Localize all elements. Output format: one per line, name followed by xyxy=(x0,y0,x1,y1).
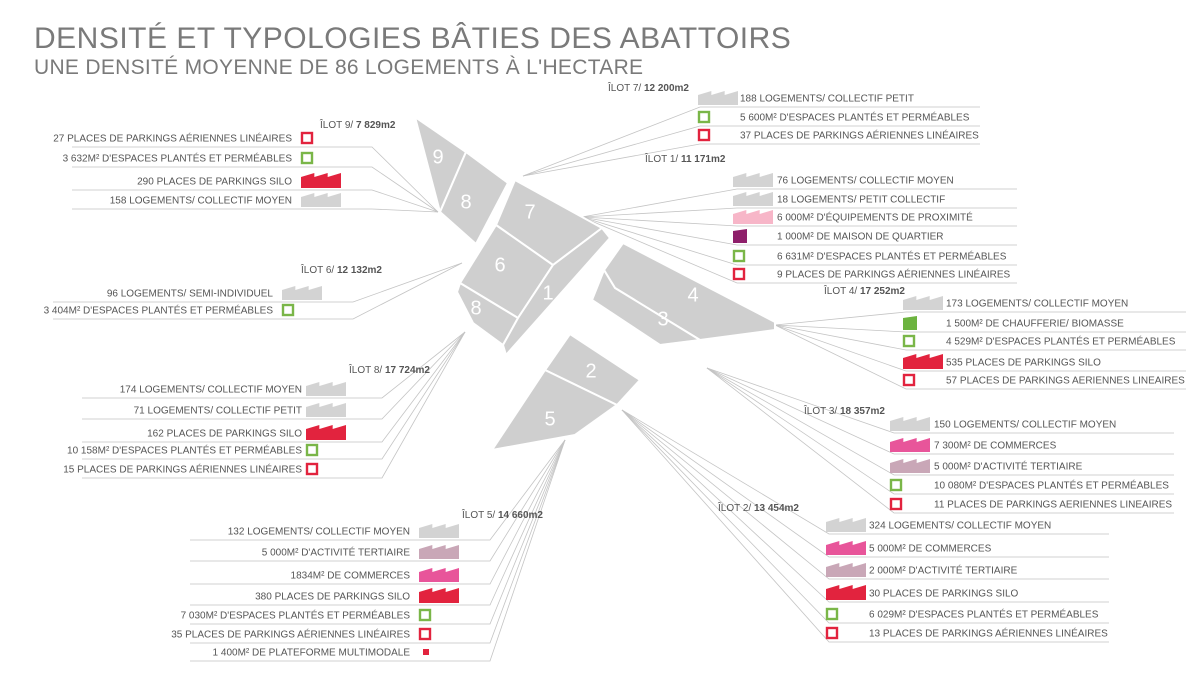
plot-number: 8 xyxy=(460,191,472,214)
green-square-icon xyxy=(283,305,293,315)
plot-number: 2 xyxy=(585,360,597,383)
ilot-heading xyxy=(803,404,885,417)
red-square-icon xyxy=(891,499,901,509)
ilot-heading xyxy=(300,263,382,276)
equipment-icon xyxy=(733,210,773,224)
ilot-name: ÎLOT 9/ xyxy=(320,120,356,131)
ilot-heading xyxy=(607,81,689,94)
legend-label: 150 LOGEMENTS/ COLLECTIF MOYEN xyxy=(934,419,1117,431)
silo-parking-icon xyxy=(826,585,866,600)
green-square-icon xyxy=(302,153,312,163)
legend-label: 1 000M² DE MAISON DE QUARTIER xyxy=(777,231,944,243)
ilot-name: ÎLOT 8/ xyxy=(349,365,385,376)
ilot-area: 18 357m2 xyxy=(839,406,885,417)
plot-number: 9 xyxy=(432,146,444,169)
legend-label: 6 029M² D'ESPACES PLANTÉS ET PERMÉABLES xyxy=(869,609,1099,621)
silo-parking-icon xyxy=(306,425,346,440)
plot-number: 1 xyxy=(542,282,554,305)
ilot-legend xyxy=(717,501,1108,640)
legend-label: 6 000M² D'ÉQUIPEMENTS DE PROXIMITÉ xyxy=(777,212,973,224)
housing-block-icon xyxy=(903,296,943,310)
legend-label: 5 000M² D'ACTIVITÉ TERTIAIRE xyxy=(261,547,410,559)
legend-label: 290 PLACES DE PARKINGS SILO xyxy=(137,176,292,188)
ilot-heading xyxy=(823,284,905,297)
tertiary-icon xyxy=(890,459,930,473)
red-square-icon xyxy=(420,629,430,639)
plot-number: 3 xyxy=(657,308,669,331)
legend-label: 324 LOGEMENTS/ COLLECTIF MOYEN xyxy=(869,520,1052,532)
ilot-area: 7 829m2 xyxy=(355,120,396,131)
housing-block-icon xyxy=(826,518,866,532)
legend-label: 3 632M² D'ESPACES PLANTÉS ET PERMÉABLES xyxy=(62,153,292,165)
ilot-heading xyxy=(319,118,396,131)
legend-label: 9 PLACES DE PARKINGS AÉRIENNES LINÉAIRES xyxy=(777,269,1011,281)
plot-number: 5 xyxy=(544,408,556,431)
legend-label: 96 LOGEMENTS/ SEMI-INDIVIDUEL xyxy=(106,288,273,300)
legend-label: 35 PLACES DE PARKINGS AÉRIENNES LINÉAIRES xyxy=(171,629,410,641)
green-square-icon xyxy=(891,480,901,490)
multimodal-icon xyxy=(423,649,429,655)
legend-label: 1 500M² DE CHAUFFERIE/ BIOMASSE xyxy=(946,318,1124,330)
legend-label: 37 PLACES DE PARKINGS AÉRIENNES LINÉAIRES xyxy=(740,130,979,142)
silo-parking-icon xyxy=(903,354,943,369)
ilot-area: 17 724m2 xyxy=(384,365,430,376)
ilot-area: 11 171m2 xyxy=(680,154,726,165)
legend-label: 173 LOGEMENTS/ COLLECTIF MOYEN xyxy=(946,298,1129,310)
legend-label: 15 PLACES DE PARKINGS AÉRIENNES LINÉAIRES xyxy=(63,464,302,476)
boiler-icon xyxy=(903,316,917,330)
tertiary-icon xyxy=(826,563,866,577)
housing-block-icon xyxy=(301,193,341,207)
legend-label: 10 158M² D'ESPACES PLANTÉS ET PERMÉABLES xyxy=(67,445,302,457)
legend-label: 535 PLACES DE PARKINGS SILO xyxy=(946,357,1101,369)
ilot-heading xyxy=(644,152,726,165)
housing-block-icon xyxy=(698,91,738,105)
legend-label: 18 LOGEMENTS/ PETIT COLLECTIF xyxy=(777,194,946,206)
tertiary-icon xyxy=(419,545,459,559)
leader-line xyxy=(82,332,465,459)
green-square-icon xyxy=(904,336,914,346)
plot-number: 4 xyxy=(687,284,699,307)
legend-label: 158 LOGEMENTS/ COLLECTIF MOYEN xyxy=(109,195,292,207)
legend-label: 5 600M² D'ESPACES PLANTÉS ET PERMÉABLES xyxy=(740,112,970,124)
housing-block-icon xyxy=(733,173,773,187)
legend-label: 10 080M² D'ESPACES PLANTÉS ET PERMÉABLES xyxy=(934,480,1169,492)
legend-label: 3 404M² D'ESPACES PLANTÉS ET PERMÉABLES xyxy=(43,305,273,317)
legend-label: 7 300M² DE COMMERCES xyxy=(934,440,1057,452)
leader-line xyxy=(72,209,438,212)
green-square-icon xyxy=(307,445,317,455)
ilot-name: ÎLOT 6/ xyxy=(301,265,337,276)
leader-line xyxy=(190,440,565,561)
commerce-icon xyxy=(419,568,459,582)
red-square-icon xyxy=(699,130,709,140)
housing-block-icon xyxy=(282,286,322,300)
commerce-icon xyxy=(890,438,930,452)
ilot-heading xyxy=(717,501,799,514)
ilot-name: ÎLOT 4/ xyxy=(824,286,860,297)
page-subtitle: UNE DENSITÉ MOYENNE DE 86 LOGEMENTS À L'HECTARE xyxy=(34,56,644,79)
ilot-name: ÎLOT 5/ xyxy=(462,510,498,521)
housing-block-icon xyxy=(306,403,346,417)
page-title: DENSITÉ ET TYPOLOGIES BÂTIES DES ABATTOIRS xyxy=(34,22,792,55)
ilot-legend xyxy=(53,118,396,207)
legend-label: 7 030M² D'ESPACES PLANTÉS ET PERMÉABLES xyxy=(180,610,410,622)
red-square-icon xyxy=(302,133,312,143)
legend-label: 4 529M² D'ESPACES PLANTÉS ET PERMÉABLES xyxy=(946,336,1176,348)
plot-number: 8 xyxy=(470,297,482,320)
ilot-legend xyxy=(607,81,979,142)
legend-label: 76 LOGEMENTS/ COLLECTIF MOYEN xyxy=(777,175,954,187)
legend-label: 57 PLACES DE PARKINGS AERIENNES LINEAIRES xyxy=(946,375,1185,387)
legend-label: 1 400M² DE PLATEFORME MULTIMODALE xyxy=(212,647,410,659)
commerce-icon xyxy=(826,541,866,555)
ilot-heading xyxy=(348,363,430,376)
ilot-name: ÎLOT 1/ xyxy=(645,154,681,165)
legend-label: 162 PLACES DE PARKINGS SILO xyxy=(147,428,302,440)
green-square-icon xyxy=(827,609,837,619)
ilot-area: 17 252m2 xyxy=(859,286,905,297)
legend-label: 5 000M² DE COMMERCES xyxy=(869,543,992,555)
leader-line xyxy=(523,144,980,176)
housing-block-icon xyxy=(733,192,773,206)
legend-label: 5 000M² D'ACTIVITÉ TERTIAIRE xyxy=(934,461,1083,473)
silo-parking-icon xyxy=(301,173,341,188)
legend-label: 30 PLACES DE PARKINGS SILO xyxy=(869,588,1019,600)
ilot-name: ÎLOT 2/ xyxy=(718,503,754,514)
ilot-legend xyxy=(644,152,1011,281)
ilot-name: ÎLOT 3/ xyxy=(804,406,840,417)
legend-label: 11 PLACES DE PARKINGS AERIENNES LINEAIRES xyxy=(934,499,1173,511)
housing-block-icon xyxy=(890,417,930,431)
housing-block-icon xyxy=(306,382,346,396)
green-square-icon xyxy=(420,610,430,620)
ilot-area: 12 200m2 xyxy=(643,83,689,94)
ilot-area: 14 660m2 xyxy=(497,510,543,521)
legend-label: 174 LOGEMENTS/ COLLECTIF MOYEN xyxy=(119,384,302,396)
red-square-icon xyxy=(307,464,317,474)
red-square-icon xyxy=(904,375,914,385)
housing-block-icon xyxy=(419,524,459,538)
ilot-name: ÎLOT 7/ xyxy=(608,83,644,94)
legend-label: 6 631M² D'ESPACES PLANTÉS ET PERMÉABLES xyxy=(777,251,1007,263)
plot-number: 6 xyxy=(494,254,506,277)
ilot-heading xyxy=(461,508,543,521)
community-house-icon xyxy=(733,229,747,243)
site-plan xyxy=(415,117,775,450)
red-square-icon xyxy=(734,269,744,279)
legend-label: 1834M² DE COMMERCES xyxy=(290,570,410,582)
legend-label: 13 PLACES DE PARKINGS AÉRIENNES LINÉAIRES xyxy=(869,628,1108,640)
ilot-area: 13 454m2 xyxy=(753,503,799,514)
legend-label: 380 PLACES DE PARKINGS SILO xyxy=(255,591,410,603)
ilot-area: 12 132m2 xyxy=(336,265,382,276)
green-square-icon xyxy=(734,251,744,261)
legend-label: 188 LOGEMENTS/ COLLECTIF PETIT xyxy=(740,93,914,105)
ilot-legend xyxy=(803,404,1172,511)
legend-label: 132 LOGEMENTS/ COLLECTIF MOYEN xyxy=(227,526,410,538)
ilot-legend xyxy=(44,263,383,317)
green-square-icon xyxy=(699,112,709,122)
legend-label: 2 000M² D'ACTIVITÉ TERTIAIRE xyxy=(869,565,1018,577)
red-square-icon xyxy=(827,628,837,638)
legend-label: 27 PLACES DE PARKINGS AÉRIENNES LINÉAIRES xyxy=(53,133,292,145)
ilot-legend xyxy=(171,508,543,659)
silo-parking-icon xyxy=(419,588,459,603)
legend-label: 71 LOGEMENTS/ COLLECTIF PETIT xyxy=(133,405,302,417)
plot-number: 7 xyxy=(524,201,536,224)
